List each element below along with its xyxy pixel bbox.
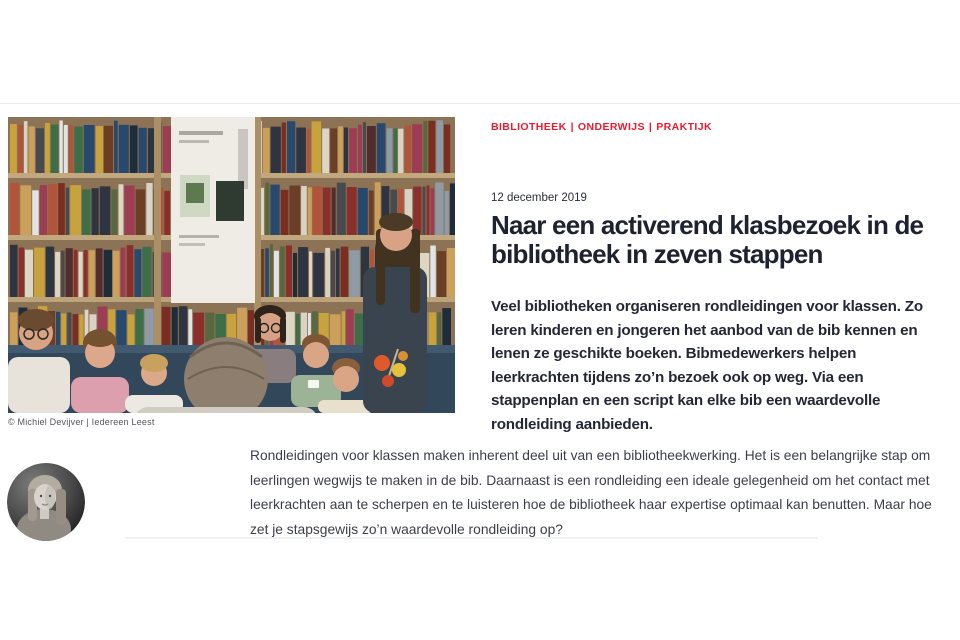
author-avatar[interactable] [7, 463, 85, 541]
publish-date: 12 december 2019 [491, 192, 587, 204]
header-divider [0, 103, 960, 104]
article-title: Naar een activerend klasbezoek in de bibliotheek in zeven stappen [491, 210, 924, 269]
category-separator: | [648, 121, 653, 133]
category-link-bibliotheek[interactable]: BIBLIOTHEEK [491, 121, 567, 133]
category-link-onderwijs[interactable]: ONDERWIJS [577, 121, 645, 133]
category-link-praktijk[interactable]: PRAKTIJK [656, 121, 712, 133]
end-panel [171, 117, 255, 303]
category-tags [491, 121, 712, 133]
article-intro: Veel bibliotheken organiseren rondleidingen voor klassen. Zo leren kinderen en jongeren het aanbod van de bib kennen en lenen ze geschikte boeken. Bibmedewerkers helpen leerkrachten tijdens zo’n bezoek ook op weg. Via een stappenplan en een script kan elke bib een waardevolle rondleiding aanbieden. [491, 298, 923, 433]
section-divider [125, 537, 818, 539]
author-portrait-illustration [7, 463, 85, 541]
photo-credit: © Michiel Devijver | Iedereen Leest [8, 417, 155, 427]
article-photo [8, 117, 455, 413]
category-separator: | [570, 121, 574, 133]
library-scene-illustration [8, 117, 455, 413]
article-body: Rondleidingen voor klassen maken inherent deel uit van een bibliotheekwerking. Het is een belangrijke stap om leerlingen wegwijs te maken in de bib. Daarnaast is een rondleiding een ideale gelegenheid om het contact met leerkrachten aan te scherpen en te luisteren hoe de bibliotheek haar expertise optimaal kan benutten. Maar hoe zet je stapsgewijs zo’n waardevolle rondleiding op? [250, 448, 932, 537]
